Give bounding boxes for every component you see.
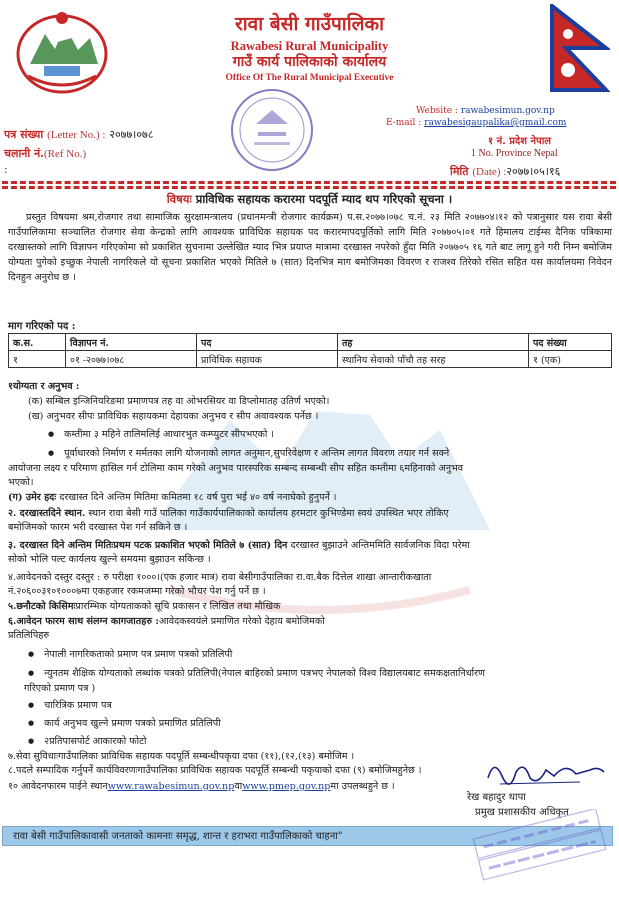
office-seal-stamp	[226, 84, 318, 176]
col-header: तह	[338, 334, 529, 351]
signatory-designation: प्रमुख प्रशासकीय अधिकृत	[475, 807, 569, 818]
qualification-title: १योग्यता र अनुभव :	[8, 381, 80, 392]
position-table	[8, 333, 612, 368]
province-en: 1 No. Province Nepal	[471, 148, 558, 159]
qualification-bullet-cont: आयोजना लक्ष्य र परिमाण हासिल गर्न टोलिमा काम गरेको अनुभव पारस्परिक सम्बन्द सम्बन्धी सीप सहित कम्तीमा ६महिनाको अनुभव	[8, 463, 464, 474]
col-header: पद संख्या	[529, 334, 612, 351]
document-item: ● कार्य अनुभव खुल्ने प्रमाण पत्रको प्रमाणित प्रतिलिपी	[28, 717, 608, 732]
website: Website : rawabesimun.gov.np	[416, 106, 555, 116]
table-cell: प्राविधिक सहायक	[197, 351, 338, 368]
qualification-b: (ख) अनुभवर सीपः प्राविधिक सहायकमा देहायका अनुभव र सीप अवावश्यक पर्नेछ ।	[28, 411, 319, 422]
letter-no: पत्र संख्या (Letter No.) : २०७७।०७८	[4, 128, 154, 141]
municipality-title-np: रावा बेसी गाउँपालिका	[234, 13, 385, 35]
rawabesi-website-link[interactable]: www.rawabesimun.gov.np	[107, 781, 235, 792]
point-2-cont: बमोजिमको फारम भरी दरखास्त पेश गर्न सकिने छ ।	[8, 522, 188, 533]
point-4-cont: नं.२०६००३१०१०००७मा एकहजार रकमजम्मा गरेको भौचर पेश गर्नु पर्ने छ ।	[8, 586, 266, 597]
document-item-cont: गरिएको प्रमाण पत्र )	[24, 683, 96, 694]
footer-slogan: रावा बेसी गाउँपालिकावासी जनताको कामनाः समृद्ध, शान्त र हराभरा गाउँपालिकाको चाहना"	[2, 826, 613, 846]
pmep-website-link[interactable]: www.pmep.gov.np	[242, 781, 331, 792]
municipality-title-en: Rawabesi Rural Municipality	[230, 39, 389, 53]
point-4: ४.आवेदनको दस्तुर दस्तुर : रु परीक्षा १०००।(एक हजार मात्र) रावा बेसीगाउँपालिका रा.वा.बैक दित्तेल शाखा आन्तारीकखाता	[8, 572, 432, 583]
ref-colon: :	[4, 163, 8, 176]
email: E-mail : rawabesigaupalika@gmail.com	[386, 118, 567, 128]
col-header: क.स.	[9, 334, 66, 351]
table-cell: १ (एक)	[529, 351, 612, 368]
document-item: ● चारित्रिक प्रमाण पत्र	[28, 699, 608, 714]
qualification-a: (क) सम्बिल इन्जिनियरिङमा प्रमाणपत्र तह वा ओभरसियर वा डिप्लोमातह उतिर्ण भएको।	[28, 396, 330, 407]
table-cell: १	[9, 351, 66, 368]
ref-no: चलानी नं.(Ref No.)	[4, 147, 87, 160]
separator-line	[2, 181, 616, 184]
col-header: पद	[197, 334, 338, 351]
qualification-bullet: ● कम्तीमा ३ महिने तालिमलिई आधारभुत कम्प्युटर सीपभएको ।	[48, 428, 608, 443]
table-cell: स्थानिय सेवाको पाँचौ तह सरह	[338, 351, 529, 368]
website-link[interactable]: rawabesimun.gov.np	[460, 106, 555, 116]
point-3: ३. दरखास्त दिने अन्तिम मितिःप्रथम पटक प्रकाशित भएको मितिले ७ (सात) दिन दरखास्त बुझाउने अन्तिममिति सार्वजनिक विदा परेमा	[8, 540, 470, 551]
age-limit: (ग) उमेर हदः दरखास्त दिने अन्तिम मितिमा कमितमा १८ वर्ष पुरा भई ४० वर्ष ननाघेको हुनुपर्ने ।	[8, 492, 337, 503]
handwritten-signature	[480, 752, 610, 792]
point-6-cont: प्रतिलिपिहरु	[8, 630, 50, 641]
document-item: ● २प्रतिपासपोर्ट आकारको फोटो	[28, 735, 608, 750]
point-6: ६.आवेदन फारम साथ संलग्न कागजातहरु :आवेदकस्वयंले प्रमाणित गरेको देहाय बमोजिमको	[8, 616, 325, 627]
point-7: ७.सेवा सुविधाःगाउँपालिका प्राविधिक सहायक पदपूर्ति सम्बन्धीपकृया दफा (११),(१२,(१३) बमोजिम ।	[8, 751, 355, 762]
date: मिति (Date) :२०७७।०५।१६	[450, 165, 561, 178]
office-title-np: गाउँ कार्य पालिकाको कार्यालय	[232, 54, 387, 70]
table-row	[9, 351, 612, 368]
table-cell: ०१ -२०७७।०७८	[66, 351, 197, 368]
point-10: १० आवेदनफारम पाईने स्थानwww.rawabesimun.gov.npवाwww.pmep.gov.npमा उपलब्धहुने छ ।	[8, 781, 395, 792]
document-item: ● नेपाली नागरिकताको प्रमाण पत्र प्रमाण पत्रको प्रतिलिपी	[28, 648, 608, 663]
document-item: ● न्युनतम शैक्षिक योग्यताको लब्धांक पत्रको प्रतिलिपी(नेपाल बाहिरको प्रमाण पत्रभए नेपालको विश्व विद्यालयबाट समकक्षतानिर्धारण	[28, 667, 608, 682]
separator-line	[2, 186, 616, 189]
point-8: ८.पदले सम्पादिक गर्नुपर्ने कार्यविवरणःगाउँपालिका प्राविधिक सहायक पदपूर्ति सम्बन्धी पकृयाको दफा (९) बमोजिमहुनेछ ।	[8, 765, 422, 776]
demand-title: माग गरिएको पद :	[8, 321, 76, 332]
qualification-bullet-cont: भएको।	[8, 477, 34, 488]
province-np: १ नं. प्रदेश नेपाल	[488, 136, 552, 147]
point-3-cont: सोको भोलि पल्ट कार्यलय खुल्ने समयमा बुझाउन सकिन्छ ।	[8, 554, 211, 565]
officer-name-stamp	[470, 809, 612, 891]
subject: विषयः प्राविधिक सहायक करारमा पदपूर्ति म्याद थप गरिएको सूचना ।	[166, 192, 453, 206]
qualification-bullet: ● पूर्वाधारको निर्माण र मर्मतका लागि योजनाको लागत अनुमान,सुपरिवेक्षण र अन्तिम लागत विवरण तयार गर्न सक्ने	[48, 447, 608, 462]
signatory-name: रेख बहादुर थापा	[467, 792, 526, 803]
office-title-en: Office Of The Rural Municipal Executive	[225, 73, 394, 83]
point-2: २. दरखास्तदिने स्थान. स्थान रावा बेसी गाउँ पालिका गाउँकार्यपालिकाको कार्यालय हरमटार कुभिण्डेमा स्वयं उपस्थित भएर तोकिए	[8, 508, 449, 519]
intro-paragraph: प्रस्तुत विषयमा श्रम,रोजगार तथा सामाजिक सुरक्षामन्त्रालय (प्रधानमन्त्री रोजगार कार्यक्रम) प.स.२०७७।०७८ च.नं. २३ मिति २०७७०४।१२ को पत्रानुसार यस रावा बेसी गाउँपालिकामा सञ्चालित रोजगार सेवा केन्द्रको लागि आवश्यक प्राविधिक सहायक पद करारमापदपूर्तिको लागि मिति २०७७०५।०१ गते हिमालय टाईम्स दैनिक पत्रिकामा दरखास्तको लागि विज्ञापन गरिएकोमा सो प्रकाशित सुचनामा उल्लेखित म्याद भित्र प्रयाप्त मात्रामा दरखास्त नपरेको हुँदा मिति २०७७०५ १६ गते बाट लागू हुने गरी निम्न बमोजिम योग्यता पुगेको इच्छुक नेपाली नागरिकले यो सूचना प्रकाशित भएको मितिले ७ (सात) दिनभित्र माग बमोजिमका विवरण र राजश्व तिरेको रसित सहित यस कार्यालयमा निवेदन दिनहुन अनुरोध छ ।	[8, 212, 612, 283]
email-link[interactable]: rawabesigaupalika@gmail.com	[424, 118, 567, 128]
col-header: विज्ञापन नं.	[66, 334, 197, 351]
point-5: ५.छनौटको किसिमःप्रारम्भिक योग्यताकको सूचि प्रकासन र लिखित तथा मौखिक	[8, 601, 281, 612]
table-header-row	[9, 334, 612, 351]
